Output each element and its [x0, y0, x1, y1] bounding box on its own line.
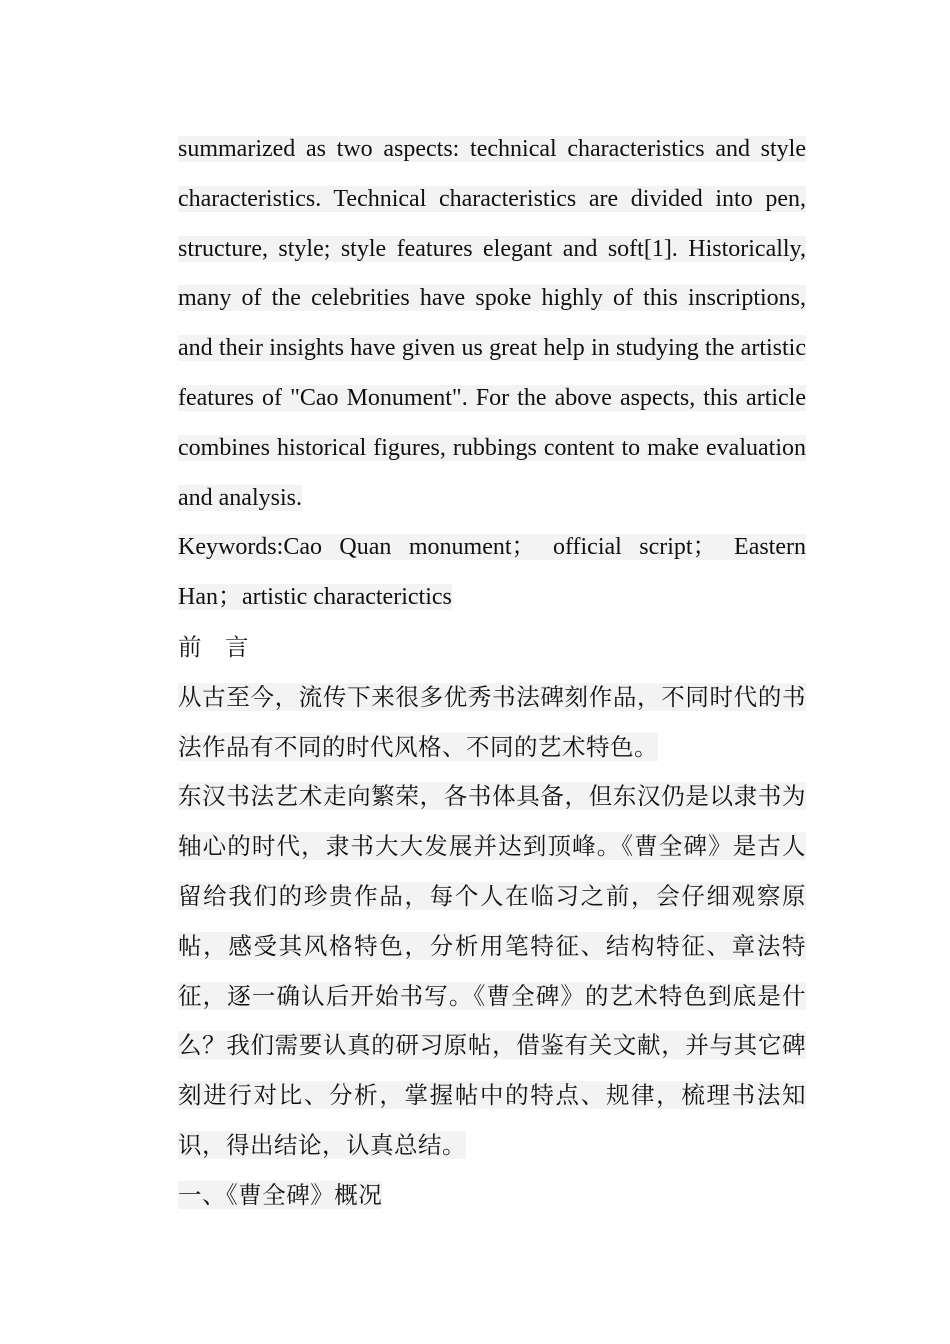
- preface-paragraph-1-text: 从古至今，流传下来很多优秀书法碑刻作品，不同时代的书法作品有不同的时代风格、不同的艺术特色。: [178, 682, 806, 761]
- preface-paragraph-2: [178, 772, 806, 1170]
- keywords-text: Keywords:Cao Quan monument； official script； Eastern Han；artistic characterictics: [178, 534, 806, 611]
- preface-paragraph-1: [178, 673, 806, 773]
- section-one-heading: [178, 1171, 806, 1221]
- abstract-paragraph: [178, 125, 806, 523]
- preface-heading-text: 前 言: [178, 632, 257, 661]
- abstract-text: summarized as two aspects: technical characteristics and style characteristics. Technical characteristics are divided into pen, structure, style; style features elegant and soft[1]. Historically, many of the celebrities have spoke highly of this inscriptions, and their insights have given us great help in studying the artistic features of "Cao Monument". For the above aspects, this article combines historical figures, rubbings content to make evaluation and analysis.: [178, 136, 806, 511]
- section-one-heading-text: 一、《曹全碑》概况: [178, 1180, 383, 1209]
- keywords-paragraph: [178, 523, 806, 623]
- preface-heading: [178, 623, 806, 673]
- document-body: [178, 125, 806, 1221]
- preface-paragraph-2-text: 东汉书法艺术走向繁荣，各书体具备，但东汉仍是以隶书为轴心的时代，隶书大大发展并达到顶峰。《曹全碑》是古人留给我们的珍贵作品，每个人在临习之前，会仔细观察原帖，感受其风格特色，分析用笔特征、结构特征、章法特征，逐一确认后开始书写。《曹全碑》的艺术特色到底是什么？我们需要认真的研习原帖，借鉴有关文献，并与其它碑刻进行对比、分析，掌握帖中的特点、规律，梳理书法知识，得出结论，认真总结。: [178, 782, 806, 1159]
